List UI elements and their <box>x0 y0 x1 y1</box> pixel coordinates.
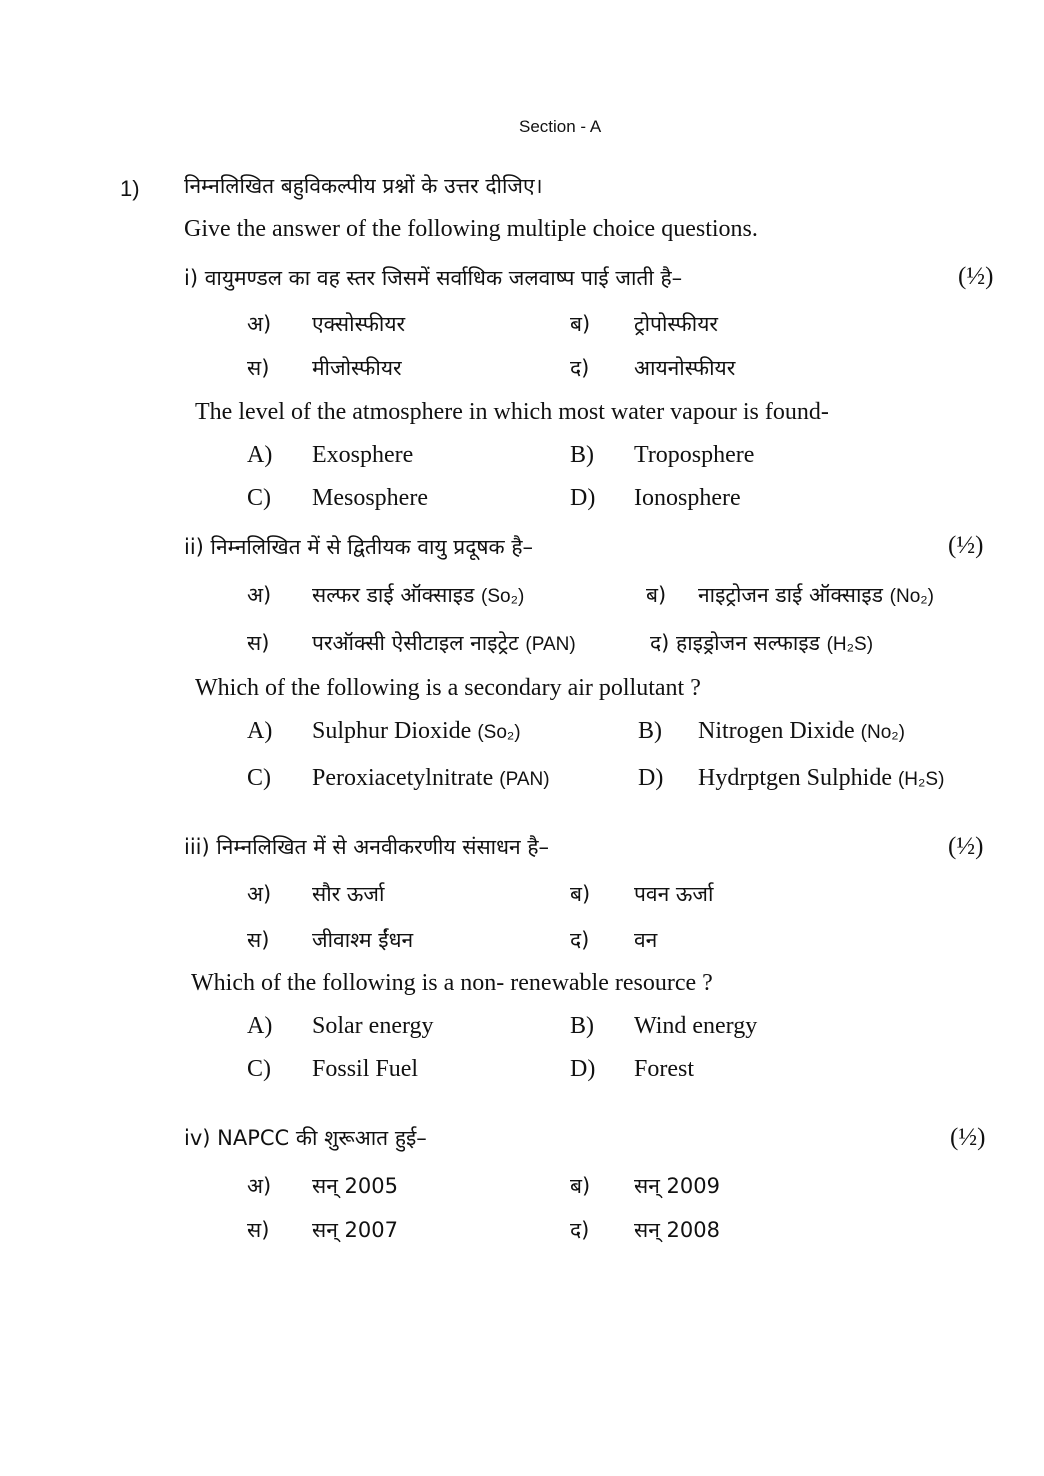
q2-option-d-en-formula: (H₂S) <box>897 769 945 790</box>
q2-option-c-en <box>312 765 550 792</box>
q1-option-c-hi: मीजोस्फीयर <box>312 356 402 380</box>
label-d-hi: द) <box>650 631 670 655</box>
label-d-en: D) <box>570 1056 596 1082</box>
question-3-english: Which of the following is a non- renewable resource ? <box>191 970 713 996</box>
q2-option-a-en-formula: (So₂) <box>477 722 521 743</box>
question-1-english: The level of the atmosphere in which most water vapour is found- <box>195 399 829 425</box>
q3-option-b-en: Wind energy <box>634 1013 758 1039</box>
q2-option-c-en-formula: (PAN) <box>499 769 550 790</box>
q3-option-a-en: Solar energy <box>312 1013 434 1039</box>
label-c-en: C) <box>247 485 271 511</box>
q1-option-a-en: Exosphere <box>312 442 414 468</box>
q3-option-b-hi: पवन ऊर्जा <box>634 882 714 906</box>
label-a-hi: अ) <box>247 312 272 336</box>
q2-option-a-hi <box>312 581 524 609</box>
section-title: Section - A <box>519 117 602 136</box>
marks-q1: (½) <box>958 263 994 290</box>
q3-option-d-en: Forest <box>634 1056 694 1082</box>
marks-q4: (½) <box>950 1124 986 1151</box>
label-c-hi: स) <box>247 1218 270 1242</box>
q2-option-b-hi-text: नाइट्रोजन डाई ऑक्साइड <box>698 583 883 607</box>
label-a-hi: अ) <box>247 1174 272 1198</box>
label-b-hi: ब) <box>646 583 667 607</box>
label-b-en: B) <box>638 718 662 744</box>
q1-option-a-hi: एक्सोस्फीयर <box>312 312 406 336</box>
label-a-en: A) <box>247 442 273 468</box>
label-b-en: B) <box>570 442 594 468</box>
q2-option-b-en-formula: (No₂) <box>860 722 905 743</box>
q2-option-d-hi-formula: (H₂S) <box>826 634 874 655</box>
label-d-hi: द) <box>570 1218 590 1242</box>
question-4-hindi: iv) NAPCC की शुरूआत हुई– <box>184 1126 427 1150</box>
marks-q2: (½) <box>948 532 984 559</box>
instruction-hindi: निम्नलिखित बहुविकल्पीय प्रश्नों के उत्तर दीजिए। <box>184 174 543 198</box>
q2-option-b-en <box>698 718 905 745</box>
label-c-hi: स) <box>247 356 270 380</box>
q3-option-d-hi: वन <box>634 928 658 952</box>
question-number: 1) <box>120 176 140 201</box>
q4-option-c-hi: सन् 2007 <box>312 1218 398 1242</box>
label-b-hi: ब) <box>570 1174 591 1198</box>
q3-option-c-en: Fossil Fuel <box>312 1056 419 1082</box>
label-b-hi: ब) <box>570 882 591 906</box>
label-d-hi: द) <box>570 356 590 380</box>
q1-option-c-en: Mesosphere <box>312 485 428 511</box>
q2-option-a-hi-text: सल्फर डाई ऑक्साइड <box>312 583 475 607</box>
q2-option-d-en <box>698 765 944 792</box>
label-d-en: D) <box>638 765 664 791</box>
q2-option-d-hi <box>650 629 873 657</box>
q2-option-a-hi-formula: (So₂) <box>481 586 525 607</box>
q2-option-c-hi-text: परऑक्सी ऐसीटाइल नाइट्रेट <box>312 631 519 655</box>
q2-option-a-en <box>312 718 521 745</box>
q2-option-b-hi <box>698 581 934 609</box>
question-2-hindi: ii) निम्नलिखित में से द्वितीयक वायु प्रदूषक है– <box>184 535 533 559</box>
q2-option-a-en-text: Sulphur Dioxide <box>312 718 472 744</box>
label-c-en: C) <box>247 1056 271 1082</box>
q1-option-d-en: Ionosphere <box>634 485 741 511</box>
question-3-hindi: iii) निम्नलिखित में से अनवीकरणीय संसाधन है– <box>184 835 549 859</box>
label-b-hi: ब) <box>570 312 591 336</box>
q2-option-c-hi-formula: (PAN) <box>525 634 576 655</box>
q2-option-d-en-text: Hydrptgen Sulphide <box>698 765 892 791</box>
marks-q3: (½) <box>948 833 984 860</box>
question-2-english: Which of the following is a secondary air pollutant ? <box>195 675 701 701</box>
q3-option-c-hi: जीवाश्म ईंधन <box>312 928 414 952</box>
q4-option-a-hi: सन् 2005 <box>312 1174 398 1198</box>
q2-option-c-en-text: Peroxiacetylnitrate <box>312 765 494 791</box>
q1-option-b-en: Troposphere <box>634 442 755 468</box>
instruction-english: Give the answer of the following multiple choice questions. <box>184 216 758 242</box>
q2-option-d-hi-text: हाइड्रोजन सल्फाइड <box>676 631 820 655</box>
label-d-hi: द) <box>570 928 590 952</box>
q2-option-c-hi <box>312 629 576 657</box>
label-a-hi: अ) <box>247 583 272 607</box>
label-c-en: C) <box>247 765 271 791</box>
q3-option-a-hi: सौर ऊर्जा <box>312 882 385 906</box>
q2-option-b-en-text: Nitrogen Dixide <box>698 718 855 744</box>
q4-option-b-hi: सन् 2009 <box>634 1174 720 1198</box>
label-d-en: D) <box>570 485 596 511</box>
label-a-en: A) <box>247 718 273 744</box>
label-c-hi: स) <box>247 928 270 952</box>
label-a-en: A) <box>247 1013 273 1039</box>
q1-option-d-hi: आयनोस्फीयर <box>634 356 736 380</box>
q2-option-b-hi-formula: (No₂) <box>889 586 934 607</box>
q4-option-d-hi: सन् 2008 <box>634 1218 720 1242</box>
q1-option-b-hi: ट्रोपोस्फीयर <box>634 312 718 336</box>
label-b-en: B) <box>570 1013 594 1039</box>
label-a-hi: अ) <box>247 882 272 906</box>
label-c-hi: स) <box>247 631 270 655</box>
question-1-hindi: i) वायुमण्डल का वह स्तर जिसमें सर्वाधिक जलवाष्प पाई जाती है– <box>184 266 683 290</box>
